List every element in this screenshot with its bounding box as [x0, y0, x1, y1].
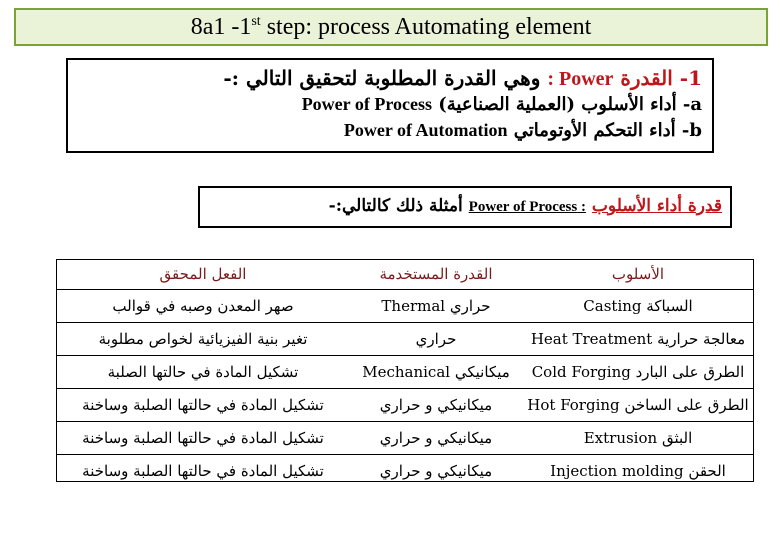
examples-en: : Power of Process: [468, 199, 586, 215]
power-definition-line: [223, 66, 702, 91]
table-row: [56, 389, 754, 422]
table-row: [56, 290, 754, 323]
power-item-b-en: Power of Automation: [343, 120, 508, 140]
power-cell: ميكانيكي Mechanical: [350, 356, 522, 389]
title-suffix: step: process Automating element: [260, 13, 592, 40]
examples-box: [198, 186, 732, 228]
power-item-a: [302, 94, 702, 115]
method-cell: الطرق على الساخن Hot Forging: [522, 389, 754, 422]
examples-rest: أمثلة ذلك كالتالي:-: [328, 196, 463, 216]
col-action-header: الفعل المحقق: [56, 259, 350, 290]
power-cell: ميكانيكي و حراري: [350, 422, 522, 455]
power-cell: ميكانيكي و حراري: [350, 455, 522, 488]
slide-title: [14, 8, 768, 46]
action-cell: تشكيل المادة في حالتها الصلبة وساخنة: [56, 455, 350, 488]
action-cell: تغير بنية الفيزيائية لخواص مطلوبة: [56, 323, 350, 356]
col-method-header: الأسلوب: [522, 259, 754, 290]
table-header-row: [56, 259, 754, 290]
method-cell: الحقن Injection molding: [522, 455, 754, 488]
power-definition-box: [66, 58, 714, 153]
power-cell: حراري Thermal: [350, 290, 522, 323]
slide-title-text: [191, 14, 592, 41]
power-cell: حراري: [350, 323, 522, 356]
power-cell: ميكانيكي و حراري: [350, 389, 522, 422]
power-number: 1- القدرة: [620, 66, 702, 90]
table-row: [56, 356, 754, 389]
power-word: Power :: [547, 68, 614, 90]
power-item-a-en: Power of Process: [301, 94, 432, 114]
power-item-b-label: b- أداء التحكم الأوتوماتي: [513, 120, 702, 141]
action-cell: تشكيل المادة في حالتها الصلبة وساخنة: [56, 422, 350, 455]
method-cell: السباكة Casting: [522, 290, 754, 323]
power-item-a-label: a- أداء الأسلوب (العملية الصناعية): [438, 94, 702, 115]
title-prefix: 8a1 -1: [190, 13, 252, 40]
power-item-b: [344, 120, 702, 141]
examples-line: [329, 196, 722, 216]
action-cell: صهر المعدن وصبه في قوالب: [56, 290, 350, 323]
process-table: [56, 259, 754, 487]
table-row: [56, 323, 754, 356]
col-power-header: القدرة المستخدمة: [350, 259, 522, 290]
action-cell: تشكيل المادة في حالتها الصلبة وساخنة: [56, 389, 350, 422]
power-definition-text: وهي القدرة المطلوبة لتحقيق التالي :-: [223, 66, 541, 90]
table-row: [56, 422, 754, 455]
method-cell: معالجة حرارية Heat Treatment: [522, 323, 754, 356]
table-row: [56, 455, 754, 488]
action-cell: تشكيل المادة في حالتها الصلبة: [56, 356, 350, 389]
method-cell: البثق Extrusion: [522, 422, 754, 455]
examples-heading: قدرة أداء الأسلوب: [591, 196, 722, 216]
title-sup: st: [251, 13, 261, 29]
method-cell: الطرق على البارد Cold Forging: [522, 356, 754, 389]
